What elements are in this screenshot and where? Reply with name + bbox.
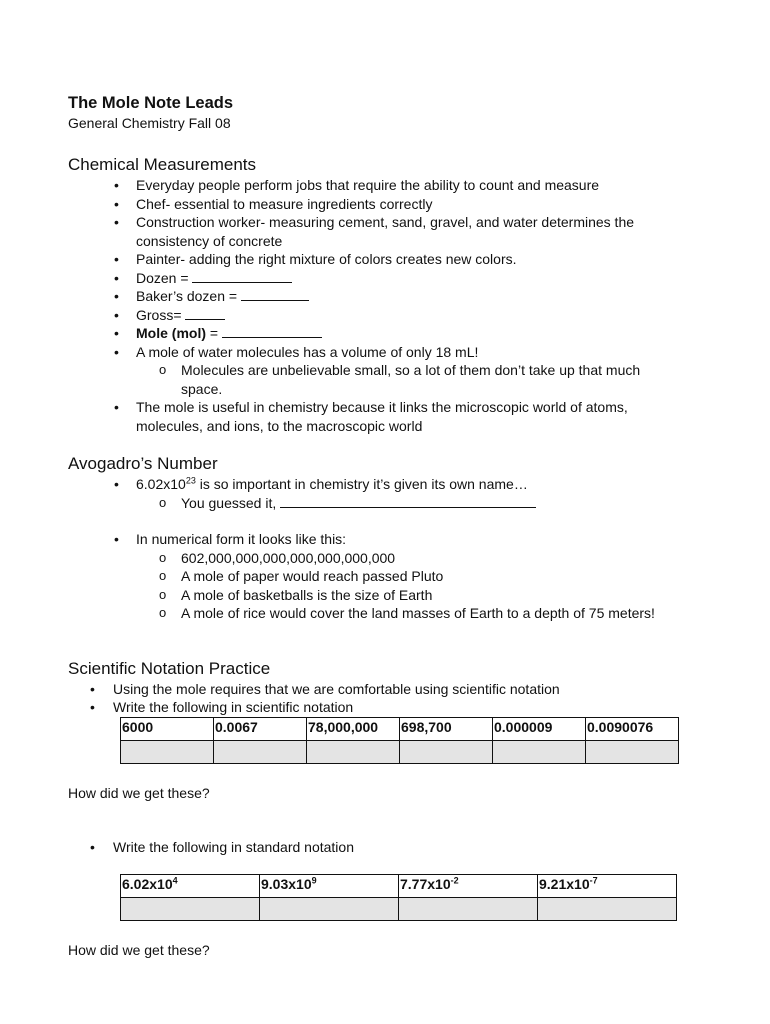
answer-blank[interactable] xyxy=(192,269,292,283)
answer-cell[interactable] xyxy=(307,740,400,763)
question-how-did-we-get-these: How did we get these? xyxy=(68,942,210,958)
avogadro-list xyxy=(68,475,708,623)
list-item: • Construction worker- measuring cement, sand, gravel, and water determines the consistency of concrete xyxy=(68,213,708,250)
list-item: • Dozen = xyxy=(68,269,708,288)
sub-list-item: o Molecules are unbelievable small, so a lot of them don’t take up that much space. xyxy=(68,361,708,398)
answer-blank[interactable] xyxy=(280,494,536,508)
list-item: • Using the mole requires that we are comfortable using scientific notation xyxy=(68,680,708,699)
list-item: • Write the following in scientific notation xyxy=(68,698,708,717)
table-cell: 0.0090076 xyxy=(586,717,679,740)
sub-list-item: o 602,000,000,000,000,000,000,000 xyxy=(68,549,708,568)
answer-cell[interactable] xyxy=(260,898,399,921)
list-item: • Gross= xyxy=(68,306,708,325)
question-how-did-we-get-these: How did we get these? xyxy=(68,784,210,801)
list-item: • Everyday people perform jobs that require the ability to count and measure xyxy=(68,176,708,195)
table-cell: $9.03x10^9$ xyxy=(260,875,399,898)
standard-notation-list xyxy=(68,838,708,857)
table-row xyxy=(121,717,679,740)
heading-avogadros-number: Avogadro’s Number xyxy=(68,454,218,473)
sub-list-item: o You guessed it, xyxy=(68,494,708,513)
list-item: • In numerical form it looks like this: o 602,000,000,000,000,000,000,000 o A mole of paper would reach passed Pluto o A mole of basketballs is the size of Earth o A mole of rice would cover the land masses of Earth to a depth of 75 meters! xyxy=(68,530,708,623)
heading-chemical-measurements: Chemical Measurements xyxy=(68,155,257,174)
answer-blank[interactable] xyxy=(222,324,322,338)
answer-cell[interactable] xyxy=(586,740,679,763)
document-page xyxy=(68,92,708,959)
scientific-notation-list xyxy=(68,680,708,717)
table-cell: $7.77x10^{-2}$ xyxy=(399,875,538,898)
list-item: • Baker’s dozen = xyxy=(68,287,708,306)
answer-cell[interactable] xyxy=(493,740,586,763)
answer-cell[interactable] xyxy=(538,898,677,921)
document-subtitle: General Chemistry Fall 08 xyxy=(68,115,231,131)
list-item: • Mole (mol) = xyxy=(68,324,708,343)
table-cell: 698,700 xyxy=(400,717,493,740)
table-row xyxy=(121,875,677,898)
list-item: • Chef- essential to measure ingredients correctly xyxy=(68,195,708,214)
table-row xyxy=(121,898,677,921)
list-item: • $6.02x10^{23}$ is so important in chemistry it’s given its own name… o You guessed it, xyxy=(68,475,708,512)
answer-blank[interactable] xyxy=(185,306,225,320)
sub-list-item: o A mole of rice would cover the land masses of Earth to a depth of 75 meters! xyxy=(68,604,708,623)
document-title: The Mole Note Leads xyxy=(68,94,234,112)
scientific-notation-table xyxy=(120,717,679,764)
list-item: • The mole is useful in chemistry because it links the microscopic world of atoms, molecules, and ions, to the macroscopic world xyxy=(68,398,708,435)
standard-notation-table xyxy=(120,874,677,921)
list-item: • Painter- adding the right mixture of colors creates new colors. xyxy=(68,250,708,269)
answer-blank[interactable] xyxy=(241,287,309,301)
heading-scientific-notation: Scientific Notation Practice xyxy=(68,658,271,678)
answer-cell[interactable] xyxy=(214,740,307,763)
answer-cell[interactable] xyxy=(400,740,493,763)
table-cell: 0.000009 xyxy=(493,717,586,740)
answer-cell[interactable] xyxy=(121,898,260,921)
table-cell: 6000 xyxy=(121,717,214,740)
list-item: • A mole of water molecules has a volume of only 18 mL! o Molecules are unbelievable small, so a lot of them don’t take up that much space. xyxy=(68,343,708,399)
sub-list-item: o A mole of basketballs is the size of Earth xyxy=(68,586,708,605)
sub-list-item: o A mole of paper would reach passed Pluto xyxy=(68,567,708,586)
list-item: • Write the following in standard notation xyxy=(68,838,708,857)
table-cell: 78,000,000 xyxy=(307,717,400,740)
answer-cell[interactable] xyxy=(121,740,214,763)
table-row xyxy=(121,740,679,763)
answer-cell[interactable] xyxy=(399,898,538,921)
table-cell: $6.02x10^4$ xyxy=(121,875,260,898)
chemical-measurements-list xyxy=(68,176,708,435)
table-cell: 0.0067 xyxy=(214,717,307,740)
table-cell: $9.21x10^{-7}$ xyxy=(538,875,677,898)
